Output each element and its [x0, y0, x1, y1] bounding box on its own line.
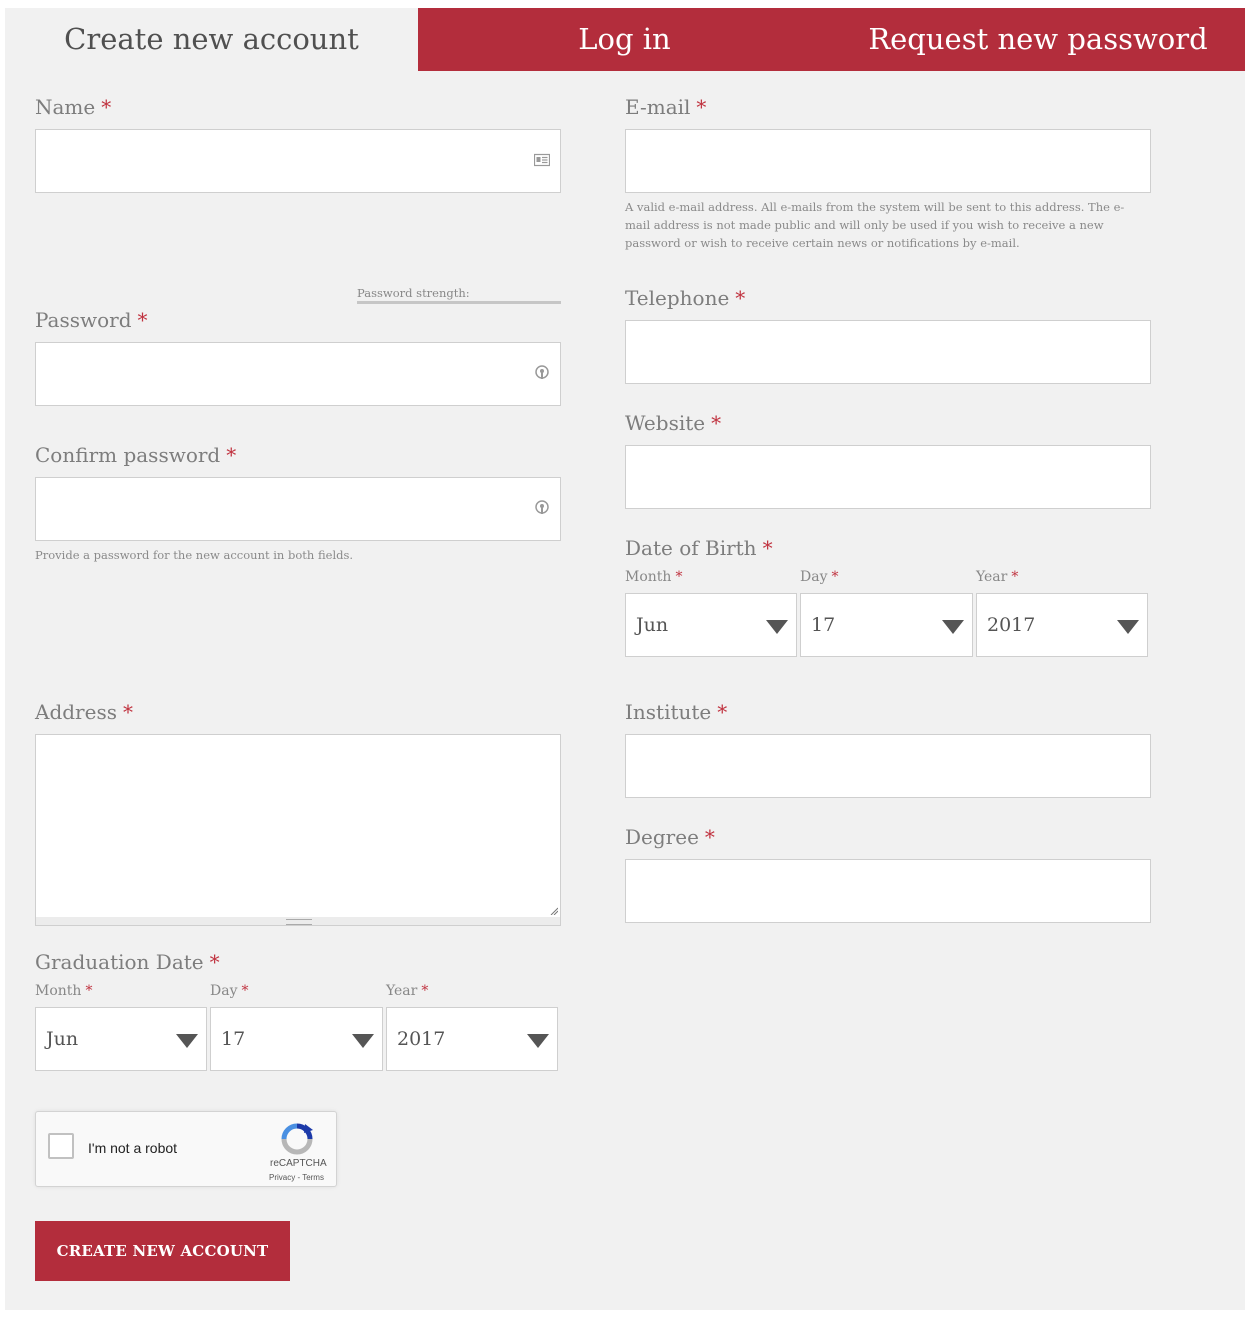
email-input[interactable] — [625, 129, 1151, 193]
recaptcha-checkbox[interactable] — [48, 1133, 74, 1159]
dob-month-value: Jun — [636, 614, 669, 636]
required-marker: * — [137, 308, 148, 332]
dob-month-label-text: Month — [625, 569, 672, 585]
address-label-text: Address — [35, 700, 117, 724]
required-marker: * — [735, 286, 746, 310]
textarea-grippie[interactable] — [35, 917, 561, 926]
recaptcha-logo-icon — [280, 1122, 314, 1156]
grad-year-label — [386, 983, 428, 999]
contact-card-icon — [534, 152, 550, 168]
required-marker: * — [831, 569, 839, 585]
institute-label-text: Institute — [625, 700, 712, 724]
required-marker: * — [717, 700, 728, 724]
telephone-label-text: Telephone — [625, 286, 730, 310]
degree-label-text: Degree — [625, 825, 699, 849]
dob-day-label-text: Day — [800, 569, 828, 585]
grad-day-label-text: Day — [210, 983, 238, 999]
required-marker: * — [101, 95, 112, 119]
password-label-text: Password — [35, 308, 132, 332]
degree-label — [625, 825, 715, 849]
required-marker: * — [226, 443, 237, 467]
address-textarea[interactable] — [35, 734, 561, 918]
dropdown-arrow-icon — [176, 1034, 198, 1048]
dob-year-value: 2017 — [987, 614, 1036, 636]
dropdown-arrow-icon — [766, 620, 788, 634]
grip-lines-icon — [286, 919, 312, 925]
address-label — [35, 700, 133, 724]
website-label — [625, 411, 721, 435]
dob-day-label — [800, 569, 838, 585]
graduation-date-label — [35, 950, 220, 974]
grad-day-select[interactable] — [210, 1007, 383, 1071]
name-label — [35, 95, 111, 119]
password-help-text: Provide a password for the new account in both fields. — [35, 548, 354, 562]
telephone-input[interactable] — [625, 320, 1151, 384]
required-marker: * — [704, 825, 715, 849]
graduation-date-label-text: Graduation Date — [35, 950, 204, 974]
dob-year-label — [976, 569, 1018, 585]
password-strength-label: Password strength: — [357, 286, 470, 300]
required-marker: * — [241, 983, 249, 999]
dropdown-arrow-icon — [942, 620, 964, 634]
grad-day-value: 17 — [221, 1028, 246, 1050]
confirm-password-input[interactable] — [35, 477, 561, 541]
grad-year-select[interactable] — [386, 1007, 558, 1071]
required-marker: * — [122, 700, 133, 724]
dob-month-select[interactable] — [625, 593, 797, 657]
email-label — [625, 95, 706, 119]
tab-request-password[interactable]: Request new password — [831, 8, 1245, 71]
grad-year-value: 2017 — [397, 1028, 446, 1050]
grad-month-label-text: Month — [35, 983, 82, 999]
grad-month-select[interactable] — [35, 1007, 207, 1071]
key-icon — [534, 500, 550, 516]
dropdown-arrow-icon — [352, 1034, 374, 1048]
dob-year-select[interactable] — [976, 593, 1148, 657]
recaptcha-brand: reCAPTCHA — [270, 1158, 327, 1169]
email-label-text: E-mail — [625, 95, 691, 119]
degree-input[interactable] — [625, 859, 1151, 923]
website-label-text: Website — [625, 411, 706, 435]
required-marker: * — [1011, 569, 1019, 585]
name-label-text: Name — [35, 95, 96, 119]
required-marker: * — [675, 569, 683, 585]
recaptcha-widget — [35, 1111, 337, 1187]
dob-label — [625, 536, 773, 560]
confirm-password-label-text: Confirm password — [35, 443, 221, 467]
institute-input[interactable] — [625, 734, 1151, 798]
grad-day-label — [210, 983, 248, 999]
tab-create-account[interactable]: Create new account — [5, 8, 418, 71]
password-label — [35, 308, 148, 332]
required-marker: * — [85, 983, 93, 999]
required-marker: * — [762, 536, 773, 560]
tab-log-in[interactable]: Log in — [418, 8, 831, 71]
dob-day-value: 17 — [811, 614, 836, 636]
password-input[interactable] — [35, 342, 561, 406]
dropdown-arrow-icon — [1117, 620, 1139, 634]
create-account-button[interactable]: CREATE NEW ACCOUNT — [35, 1221, 290, 1281]
dob-label-text: Date of Birth — [625, 536, 757, 560]
telephone-label — [625, 286, 745, 310]
email-help-text: A valid e-mail address. All e-mails from the system will be sent to this address. The e-mail address is not made public and will only be used if you wish to receive a new password or wish to receive certain news or notifications by e-mail. — [625, 200, 1125, 250]
required-marker: * — [696, 95, 707, 119]
grad-month-value: Jun — [46, 1028, 79, 1050]
confirm-password-label — [35, 443, 236, 467]
dob-day-select[interactable] — [800, 593, 973, 657]
recaptcha-label: I'm not a robot — [88, 1140, 178, 1156]
resize-corner-icon[interactable] — [550, 907, 558, 915]
required-marker: * — [711, 411, 722, 435]
dropdown-arrow-icon — [527, 1034, 549, 1048]
dob-month-label — [625, 569, 682, 585]
grad-month-label — [35, 983, 92, 999]
required-marker: * — [421, 983, 429, 999]
required-marker: * — [209, 950, 220, 974]
password-strength-bar — [357, 301, 561, 304]
key-icon — [534, 365, 550, 381]
name-input[interactable] — [35, 129, 561, 193]
recaptcha-privacy-terms[interactable]: Privacy - Terms — [269, 1173, 324, 1182]
grad-year-label-text: Year — [386, 983, 418, 999]
dob-year-label-text: Year — [976, 569, 1008, 585]
website-input[interactable] — [625, 445, 1151, 509]
institute-label — [625, 700, 727, 724]
